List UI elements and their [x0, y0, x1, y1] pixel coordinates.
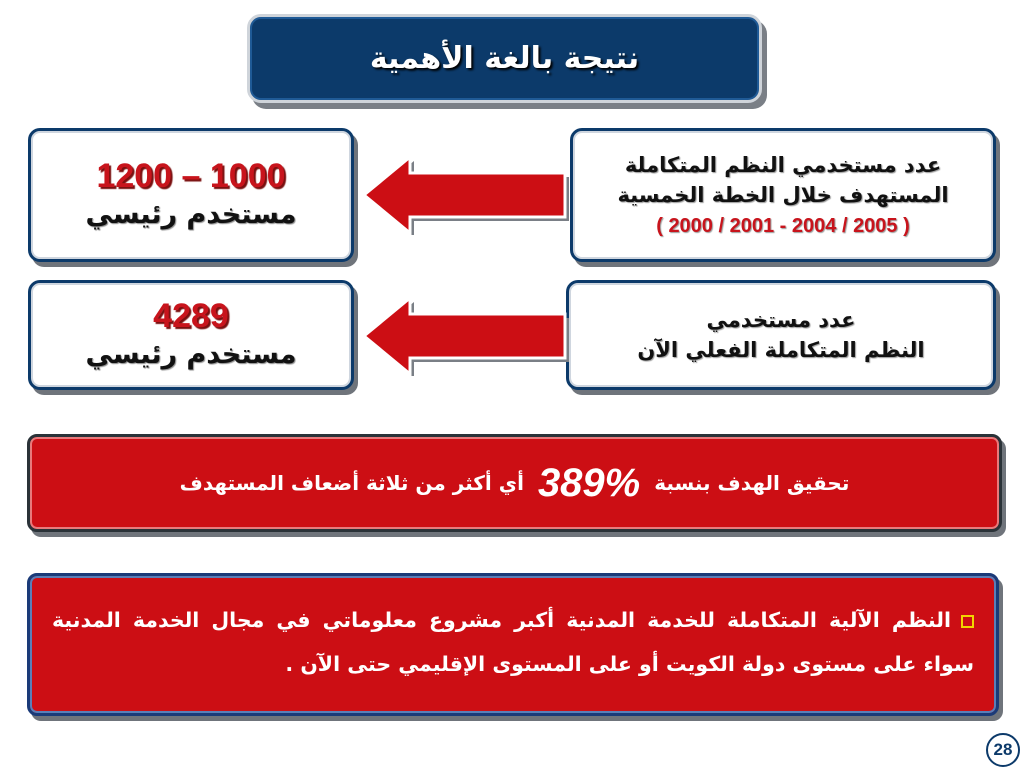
- actual-value-panel: [28, 280, 354, 390]
- achievement-suffix: أي أكثر من ثلاثة أضعاف المستهدف: [179, 471, 524, 495]
- target-description-panel: [570, 128, 996, 262]
- target-period: ( 2005 / 2004 - 2001 / 2000 ): [656, 214, 910, 237]
- actual-unit: مستخدم رئيسي: [85, 339, 297, 370]
- actual-description-panel: [566, 280, 996, 390]
- target-value: 1200 – 1000: [96, 157, 286, 195]
- page-number: 28: [986, 733, 1020, 767]
- achievement-prefix: تحقيق الهدف بنسبة: [654, 471, 850, 495]
- note-box: [27, 573, 999, 716]
- target-description-line-2: المستهدف خلال الخطة الخمسية: [617, 182, 949, 207]
- achievement-percent: 389%: [537, 460, 641, 505]
- page-title: نتيجة بالغة الأهمية: [369, 41, 640, 76]
- actual-value: 4289: [153, 297, 229, 335]
- target-description-line-1: عدد مستخدمي النظم المتكاملة: [624, 152, 942, 177]
- target-unit: مستخدم رئيسي: [85, 199, 297, 230]
- square-bullet-icon: [961, 615, 974, 628]
- target-value-panel: [28, 128, 354, 262]
- left-arrow-icon: [360, 296, 572, 376]
- note-text: النظم الآلية المتكاملة للخدمة المدنية أكبر مشروع معلوماتي في مجال الخدمة المدنية سواء على مستوى دولة الكويت أو على المستوى الإقليمي حتى الآن .: [52, 608, 974, 676]
- left-arrow-icon: [360, 155, 572, 235]
- actual-description-line-2: النظم المتكاملة الفعلي الآن: [637, 338, 925, 362]
- title-banner: [247, 14, 762, 103]
- actual-description-line-1: عدد مستخدمي: [706, 308, 856, 332]
- achievement-bar: [27, 434, 1002, 532]
